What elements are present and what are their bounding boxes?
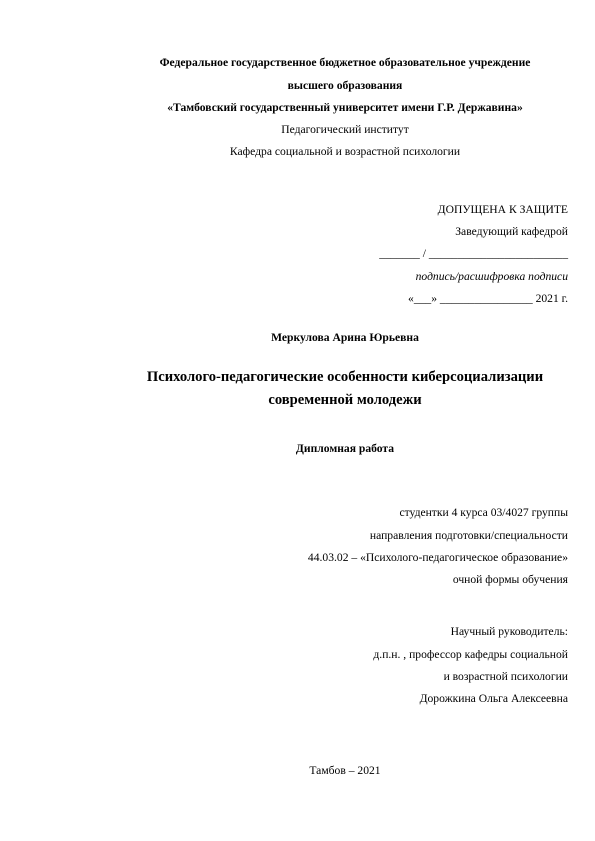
header-line-1: Федеральное государственное бюджетное образовательное учреждение [159,56,531,69]
institute-name: Педагогический институт [281,123,409,136]
header-line-3: «Тамбовский государственный университет имени Г.Р. Державина» [167,101,523,114]
signature-line: _______ / ________________________ [379,247,568,260]
thesis-title-line-2: современной молодежи [268,392,422,408]
footer-city-year: Тамбов – 2021 [309,764,381,777]
supervisor-line-3: и возрастной психологии [443,670,568,683]
supervisor-line-2: д.п.н. , профессор кафедры социальной [373,648,568,661]
department-name: Кафедра социальной и возрастной психологии [229,145,461,158]
supervisor-line-4: Дорожкина Ольга Алексеевна [419,692,568,705]
header-line-2: высшего образования [287,79,403,92]
approval-title: ДОПУЩЕНА К ЗАЩИТЕ [437,203,568,216]
student-line-1: студентки 4 курса 03/4027 группы [399,506,568,519]
thesis-title-line-1: Психолого-педагогические особенности киберсоциализации [146,369,544,385]
student-line-4: очной формы обучения [452,573,568,586]
thesis-type: Дипломная работа [295,442,395,455]
student-line-3: 44.03.02 – «Психолого-педагогическое образование» [307,551,568,564]
approval-role: Заведующий кафедрой [455,225,568,238]
author-name: Меркулова Арина Юрьевна [271,331,419,344]
student-line-2: направления подготовки/специальности [369,529,568,542]
signature-caption: подпись/расшифровка подписи [415,270,568,283]
supervisor-line-1: Научный руководитель: [450,625,568,638]
approval-date: «___» ________________ 2021 г. [408,292,568,305]
